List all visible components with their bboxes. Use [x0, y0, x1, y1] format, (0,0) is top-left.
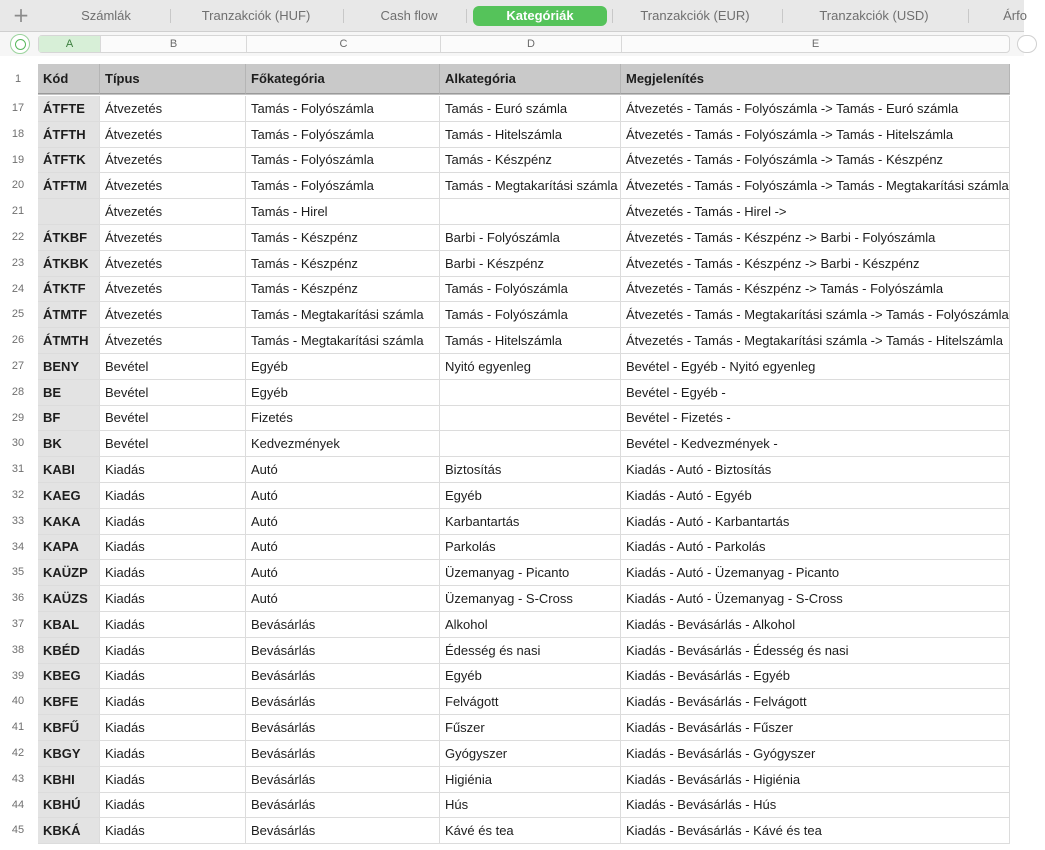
- table-cell[interactable]: ÁTFTH: [38, 122, 100, 148]
- table-row: [38, 302, 1010, 328]
- table-cell[interactable]: Bevásárlás: [246, 612, 440, 638]
- table-cell[interactable]: Bevásárlás: [246, 793, 440, 819]
- column-header[interactable]: C: [247, 36, 441, 52]
- sheet-tab[interactable]: Tranzakciók (HUF): [201, 8, 311, 23]
- table-row: [38, 431, 1010, 457]
- table-cell[interactable]: ÁTMTF: [38, 302, 100, 328]
- table-cell[interactable]: Átvezetés: [100, 328, 246, 354]
- header-row: [38, 64, 1010, 94]
- table-cell[interactable]: Bevétel - Fizetés -: [621, 406, 1010, 432]
- table-cell[interactable]: Autó: [246, 560, 440, 586]
- table-cell[interactable]: Autó: [246, 457, 440, 483]
- table-cell[interactable]: Tamás - Készpénz: [440, 148, 621, 174]
- row-number[interactable]: 32: [11, 489, 25, 501]
- table-cell[interactable]: Bevétel: [100, 431, 246, 457]
- table-cell[interactable]: Átvezetés - Tamás - Készpénz -> Barbi - Folyószámla: [621, 225, 1010, 251]
- table-cell[interactable]: KBHI: [38, 767, 100, 793]
- table-cell[interactable]: KAKA: [38, 509, 100, 535]
- table-cell[interactable]: KBKÁ: [38, 818, 100, 844]
- header-cell[interactable]: Megjelenítés: [621, 64, 1010, 94]
- table-cell[interactable]: Átvezetés - Tamás - Folyószámla -> Tamás - Megtakarítási számla: [621, 173, 1010, 199]
- column-header-bar: [0, 32, 1024, 56]
- spreadsheet-table: [0, 56, 1024, 850]
- table-cell[interactable]: Bevásárlás: [246, 638, 440, 664]
- table-cell[interactable]: Autó: [246, 586, 440, 612]
- table-cell[interactable]: Átvezetés - Tamás - Megtakarítási számla -> Tamás - Hitelszámla: [621, 328, 1010, 354]
- row-number[interactable]: 29: [11, 411, 25, 424]
- table-row: [38, 457, 1010, 483]
- column-header[interactable]: E: [811, 38, 820, 50]
- table-cell[interactable]: Kiadás: [100, 586, 246, 612]
- table-row: [38, 380, 1010, 406]
- row-number[interactable]: 41: [11, 721, 25, 734]
- table-cell[interactable]: Kiadás - Bevásárlás - Egyéb: [621, 664, 1010, 690]
- table-cell[interactable]: Fizetés: [246, 406, 440, 432]
- table-cell[interactable]: [440, 199, 621, 225]
- table-cell[interactable]: Egyéb: [440, 664, 621, 690]
- table-cell[interactable]: Tamás - Megtakarítási számla: [246, 328, 440, 354]
- sheet-tab[interactable]: Árfo: [1003, 8, 1027, 23]
- row-number[interactable]: 24: [11, 282, 25, 295]
- table-cell[interactable]: Kiadás: [100, 509, 246, 535]
- table-cell[interactable]: Átvezetés - Tamás - Készpénz -> Barbi - Készpénz: [621, 251, 1010, 277]
- table-cell[interactable]: Kiadás: [100, 664, 246, 690]
- row-number[interactable]: 19: [11, 153, 25, 166]
- table-cell[interactable]: Karbantartás: [440, 509, 621, 535]
- table-cell[interactable]: Átvezetés - Tamás - Hirel ->: [621, 199, 1010, 225]
- row-number[interactable]: 38: [11, 643, 25, 656]
- table-row: [38, 354, 1010, 380]
- table-cell[interactable]: Kiadás - Bevásárlás - Alkohol: [621, 612, 1010, 638]
- table-cell[interactable]: Átvezetés: [100, 96, 246, 122]
- row-number[interactable]: 37: [11, 618, 25, 630]
- column-header[interactable]: D: [441, 36, 622, 52]
- table-cell[interactable]: Alkohol: [440, 612, 621, 638]
- table-cell[interactable]: Kiadás: [100, 612, 246, 638]
- row-number[interactable]: 44: [11, 798, 25, 811]
- table-cell[interactable]: Üzemanyag - Picanto: [440, 560, 621, 586]
- table-cell[interactable]: Átvezetés - Tamás - Megtakarítási számla -> Tamás - Folyószámla: [621, 302, 1010, 328]
- table-cell[interactable]: Kiadás - Autó - Karbantartás: [621, 509, 1010, 535]
- table-row: [38, 483, 1010, 509]
- table-cell[interactable]: Parkolás: [440, 535, 621, 561]
- sheet-tab[interactable]: Tranzakciók (EUR): [640, 8, 750, 23]
- table-row: [38, 793, 1010, 819]
- sheet-tab[interactable]: Kategóriák: [473, 6, 607, 26]
- table-cell[interactable]: Higiénia: [440, 767, 621, 793]
- table-cell[interactable]: Bevásárlás: [246, 818, 440, 844]
- column-headers: [38, 35, 1010, 53]
- row-number[interactable]: 26: [11, 334, 25, 347]
- table-cell[interactable]: Kiadás: [100, 767, 246, 793]
- table-cell[interactable]: Kiadás: [100, 793, 246, 819]
- table-cell[interactable]: Barbi - Készpénz: [440, 251, 621, 277]
- table-row: [38, 96, 1010, 122]
- table-row: [38, 277, 1010, 303]
- table-cell[interactable]: Átvezetés: [100, 302, 246, 328]
- column-header[interactable]: B: [101, 36, 247, 52]
- table-cell[interactable]: KBAL: [38, 612, 100, 638]
- table-cell[interactable]: Tamás - Folyószámla: [440, 277, 621, 303]
- table-cell[interactable]: Bevétel: [100, 354, 246, 380]
- table-cell[interactable]: Tamás - Folyószámla: [246, 148, 440, 174]
- table-cell[interactable]: KBFŰ: [38, 715, 100, 741]
- table-cell[interactable]: Édesség és nasi: [440, 638, 621, 664]
- table-row: [38, 638, 1010, 664]
- table-cell[interactable]: Kiadás: [100, 560, 246, 586]
- table-cell[interactable]: Tamás - Folyószámla: [246, 173, 440, 199]
- row-number[interactable]: 17: [11, 102, 25, 114]
- table-cell[interactable]: [440, 431, 621, 457]
- row-number[interactable]: 40: [11, 695, 25, 708]
- row-number[interactable]: 28: [11, 385, 25, 398]
- table-cell[interactable]: Átvezetés - Tamás - Folyószámla -> Tamás - Hitelszámla: [621, 122, 1010, 148]
- table-cell[interactable]: Kiadás: [100, 818, 246, 844]
- tab-divider: [466, 9, 467, 23]
- header-cell[interactable]: Típus: [100, 64, 246, 94]
- table-cell[interactable]: Bevásárlás: [246, 741, 440, 767]
- table-cell[interactable]: ÁTFTE: [38, 96, 100, 122]
- table-cell[interactable]: Fűszer: [440, 715, 621, 741]
- table-cell[interactable]: Felvágott: [440, 689, 621, 715]
- table-cell[interactable]: Autó: [246, 483, 440, 509]
- table-cell[interactable]: KBHÚ: [38, 793, 100, 819]
- table-cell[interactable]: Átvezetés: [100, 225, 246, 251]
- table-cell[interactable]: Bevétel: [100, 380, 246, 406]
- table-cell[interactable]: KAÜZP: [38, 560, 100, 586]
- table-cell[interactable]: Kiadás - Autó - Biztosítás: [621, 457, 1010, 483]
- table-cell[interactable]: Egyéb: [440, 483, 621, 509]
- table-cell[interactable]: KAPA: [38, 535, 100, 561]
- table-cell[interactable]: Átvezetés - Tamás - Készpénz -> Tamás - Folyószámla: [621, 277, 1010, 303]
- header-cell[interactable]: Főkategória: [246, 64, 440, 94]
- table-row: [38, 715, 1010, 741]
- table-cell[interactable]: KBGY: [38, 741, 100, 767]
- table-cell[interactable]: Tamás - Folyószámla: [440, 302, 621, 328]
- table-cell[interactable]: ÁTFTM: [38, 173, 100, 199]
- table-cell[interactable]: Tamás - Készpénz: [246, 251, 440, 277]
- row-number[interactable]: 30: [11, 437, 25, 450]
- column-header[interactable]: A: [39, 36, 101, 52]
- table-cell[interactable]: Átvezetés: [100, 173, 246, 199]
- table-cell[interactable]: ÁTMTH: [38, 328, 100, 354]
- tab-divider: [343, 9, 344, 23]
- table-cell[interactable]: [440, 380, 621, 406]
- table-cell[interactable]: Üzemanyag - S-Cross: [440, 586, 621, 612]
- table-cell[interactable]: KABI: [38, 457, 100, 483]
- row-number[interactable]: 22: [11, 231, 25, 243]
- table-cell[interactable]: BF: [38, 406, 100, 432]
- table-cell[interactable]: Tamás - Hitelszámla: [440, 122, 621, 148]
- table-cell[interactable]: ÁTKBF: [38, 225, 100, 251]
- table-cell[interactable]: Kiadás: [100, 638, 246, 664]
- row-number[interactable]: 1: [14, 73, 22, 85]
- table-row: [38, 586, 1010, 612]
- header-cell[interactable]: Alkategória: [440, 64, 621, 94]
- table-row: [38, 509, 1010, 535]
- table-cell[interactable]: Kiadás - Autó - Üzemanyag - Picanto: [621, 560, 1010, 586]
- table-cell[interactable]: Átvezetés - Tamás - Folyószámla -> Tamás - Euró számla: [621, 96, 1010, 122]
- table-cell[interactable]: Kedvezmények: [246, 431, 440, 457]
- table-cell[interactable]: Tamás - Készpénz: [246, 277, 440, 303]
- table-cell[interactable]: Bevétel - Kedvezmények -: [621, 431, 1010, 457]
- table-cell[interactable]: Átvezetés: [100, 148, 246, 174]
- table-row: [38, 173, 1010, 199]
- add-sheet-icon[interactable]: +: [12, 3, 30, 27]
- row-number[interactable]: 23: [11, 256, 25, 269]
- tab-divider: [782, 9, 783, 23]
- table-cell[interactable]: Bevásárlás: [246, 715, 440, 741]
- table-cell[interactable]: Bevásárlás: [246, 664, 440, 690]
- table-cell[interactable]: BE: [38, 380, 100, 406]
- table-cell[interactable]: Kiadás: [100, 715, 246, 741]
- table-row: [38, 406, 1010, 432]
- table-cell[interactable]: Tamás - Hitelszámla: [440, 328, 621, 354]
- row-number[interactable]: 42: [11, 747, 25, 759]
- table-cell[interactable]: Bevétel - Egyéb -: [621, 380, 1010, 406]
- table-cell[interactable]: Egyéb: [246, 354, 440, 380]
- table-cell[interactable]: Bevásárlás: [246, 767, 440, 793]
- table-cell[interactable]: Kiadás - Bevásárlás - Higiénia: [621, 767, 1010, 793]
- table-cell[interactable]: Bevásárlás: [246, 689, 440, 715]
- table-row: [38, 612, 1010, 638]
- hidden-rows-indicator: [38, 94, 1010, 95]
- table-cell[interactable]: ÁTKTF: [38, 277, 100, 303]
- tab-divider: [170, 9, 171, 23]
- table-cell[interactable]: [440, 406, 621, 432]
- table-cell[interactable]: Kiadás - Bevásárlás - Fűszer: [621, 715, 1010, 741]
- table-row: [38, 535, 1010, 561]
- table-cell[interactable]: Tamás - Megtakarítási számla: [246, 302, 440, 328]
- table-row: [38, 122, 1010, 148]
- sheet-tab-bar: [0, 0, 1027, 32]
- table-cell[interactable]: Gyógyszer: [440, 741, 621, 767]
- table-cell[interactable]: Nyitó egyenleg: [440, 354, 621, 380]
- row-number[interactable]: 36: [11, 592, 25, 605]
- row-number[interactable]: 33: [11, 514, 25, 527]
- sheet-tab[interactable]: Cash flow: [380, 8, 438, 23]
- row-number[interactable]: 20: [11, 179, 25, 192]
- table-row: [38, 328, 1010, 354]
- table-row: [38, 225, 1010, 251]
- table-cell[interactable]: Kiadás - Bevásárlás - Gyógyszer: [621, 741, 1010, 767]
- table-cell[interactable]: Tamás - Euró számla: [440, 96, 621, 122]
- table-cell[interactable]: Tamás - Készpénz: [246, 225, 440, 251]
- row-number[interactable]: 25: [11, 308, 25, 321]
- table-row: [38, 664, 1010, 690]
- table-row: [38, 199, 1010, 225]
- sheet-tab[interactable]: Tranzakciók (USD): [819, 8, 929, 23]
- table-row: [38, 818, 1010, 844]
- table-cell[interactable]: Kiadás: [100, 741, 246, 767]
- table-cell[interactable]: ÁTKBK: [38, 251, 100, 277]
- add-column-icon[interactable]: [1017, 35, 1037, 53]
- table-cell[interactable]: Kiadás: [100, 689, 246, 715]
- table-cell[interactable]: Egyéb: [246, 380, 440, 406]
- table-cell[interactable]: Kiadás: [100, 483, 246, 509]
- table-cell[interactable]: Tamás - Megtakarítási számla: [440, 173, 621, 199]
- tab-divider: [612, 9, 613, 23]
- table-cell[interactable]: Kiadás - Bevásárlás - Felvágott: [621, 689, 1010, 715]
- table-row: [38, 741, 1010, 767]
- table-row: [38, 767, 1010, 793]
- table-cell[interactable]: Tamás - Folyószámla: [246, 122, 440, 148]
- table-row: [38, 251, 1010, 277]
- table-cell[interactable]: Kiadás: [100, 535, 246, 561]
- table-row: [38, 560, 1010, 586]
- table-cell[interactable]: KAEG: [38, 483, 100, 509]
- select-all-icon[interactable]: [10, 34, 30, 54]
- table-cell[interactable]: Hús: [440, 793, 621, 819]
- table-cell[interactable]: Kiadás: [100, 457, 246, 483]
- table-cell[interactable]: Tamás - Folyószámla: [246, 96, 440, 122]
- table-cell[interactable]: KBFE: [38, 689, 100, 715]
- table-cell[interactable]: Tamás - Hirel: [246, 199, 440, 225]
- table-cell[interactable]: BK: [38, 431, 100, 457]
- table-cell[interactable]: KBEG: [38, 664, 100, 690]
- row-number[interactable]: 39: [11, 669, 25, 682]
- table-cell[interactable]: Autó: [246, 509, 440, 535]
- table-cell[interactable]: ÁTFTK: [38, 148, 100, 174]
- table-cell[interactable]: BENY: [38, 354, 100, 380]
- table-cell[interactable]: Autó: [246, 535, 440, 561]
- table-cell[interactable]: [38, 199, 100, 225]
- table-row: [38, 689, 1010, 715]
- table-cell[interactable]: Átvezetés - Tamás - Folyószámla -> Tamás - Készpénz: [621, 148, 1010, 174]
- row-number[interactable]: 18: [11, 127, 25, 140]
- table-cell[interactable]: Kiadás - Autó - Üzemanyag - S-Cross: [621, 586, 1010, 612]
- table-cell[interactable]: Barbi - Folyószámla: [440, 225, 621, 251]
- table-cell[interactable]: Biztosítás: [440, 457, 621, 483]
- sheet-tab[interactable]: Számlák: [81, 8, 131, 23]
- table-cell[interactable]: Átvezetés: [100, 122, 246, 148]
- row-number[interactable]: 27: [11, 360, 25, 372]
- table-cell[interactable]: Bevétel - Egyéb - Nyitó egyenleg: [621, 354, 1010, 380]
- table-cell[interactable]: Átvezetés: [100, 199, 246, 225]
- table-cell[interactable]: Kiadás - Autó - Parkolás: [621, 535, 1010, 561]
- row-number[interactable]: 43: [11, 772, 25, 785]
- table-cell[interactable]: KAÜZS: [38, 586, 100, 612]
- table-cell[interactable]: Kávé és tea: [440, 818, 621, 844]
- table-cell[interactable]: Bevétel: [100, 406, 246, 432]
- table-row: [38, 148, 1010, 174]
- row-number[interactable]: 31: [11, 463, 25, 476]
- header-cell[interactable]: Kód: [38, 64, 100, 94]
- row-number[interactable]: 35: [11, 566, 25, 579]
- row-number[interactable]: 45: [11, 824, 25, 837]
- table-cell[interactable]: Átvezetés: [100, 251, 246, 277]
- tab-divider: [968, 9, 969, 23]
- row-number[interactable]: 34: [11, 540, 25, 553]
- table-cell[interactable]: KBÉD: [38, 638, 100, 664]
- table-cell[interactable]: Átvezetés: [100, 277, 246, 303]
- table-cell[interactable]: Kiadás - Bevásárlás - Kávé és tea: [621, 818, 1010, 844]
- table-cell[interactable]: Kiadás - Autó - Egyéb: [621, 483, 1010, 509]
- table-cell[interactable]: Kiadás - Bevásárlás - Hús: [621, 793, 1010, 819]
- table-cell[interactable]: Kiadás - Bevásárlás - Édesség és nasi: [621, 638, 1010, 664]
- row-number[interactable]: 21: [11, 205, 25, 218]
